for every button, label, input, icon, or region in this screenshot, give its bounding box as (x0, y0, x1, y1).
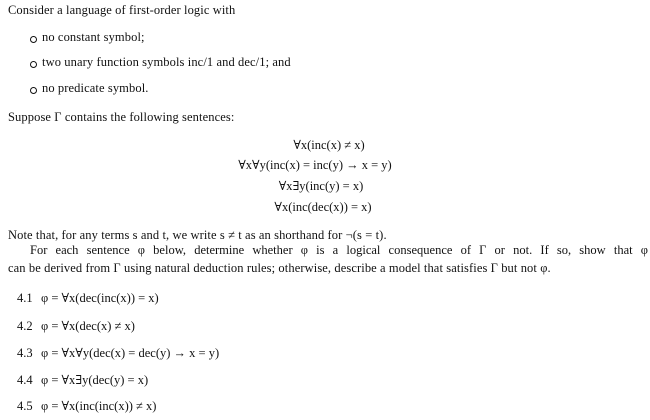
sentence-4: ∀x(inc(dec(x)) = x) (274, 200, 372, 214)
exercise-item-4-1 (17, 290, 159, 306)
intro-text: Consider a language of first-order logic with (8, 3, 236, 17)
exercise-item-4-4 (17, 372, 148, 388)
exercise-item-4-2 (17, 318, 135, 334)
item-formula: φ = ∀x∃y(dec(y) = x) (41, 373, 149, 387)
item-formula: φ = ∀x(dec(x) ≠ x) (41, 319, 135, 333)
task-line-2: can be derived from Γ using natural deduction rules; otherwise, describe a model that satisfies Γ but not φ. (8, 261, 551, 275)
item-formula: φ = ∀x∀y(dec(x) = dec(y) → x = y) (41, 346, 220, 360)
bullet-icon (30, 61, 37, 68)
item-formula: φ = ∀x(dec(inc(x)) = x) (41, 291, 159, 305)
note-text: Note that, for any terms s and t, we write s ≠ t as an shorthand for ¬(s = t). (8, 228, 387, 242)
bullet-item-3: no predicate symbol. (42, 81, 149, 95)
bullet-item-2: two unary function symbols inc/1 and dec/1; and (42, 55, 291, 69)
exercise-item-4-3 (17, 345, 219, 361)
item-number: 4.3 (17, 346, 33, 360)
bullet-icon (30, 36, 37, 43)
suppose-text: Suppose Γ contains the following sentences: (8, 110, 235, 124)
task-line-1: For each sentence φ below, determine whether φ is a logical consequence of Γ or not. If so, show that φ (30, 243, 648, 257)
bullet-item-1: no constant symbol; (42, 30, 145, 44)
item-number: 4.1 (17, 291, 33, 305)
sentence-3: ∀x∃y(inc(y) = x) (278, 179, 364, 193)
item-formula: φ = ∀x(inc(inc(x)) ≠ x) (41, 399, 157, 413)
item-number: 4.4 (17, 373, 33, 387)
bullet-icon (30, 87, 37, 94)
item-number: 4.5 (17, 399, 33, 413)
sentence-2: ∀x∀y(inc(x) = inc(y) → x = y) (238, 158, 392, 172)
exercise-item-4-5 (17, 398, 156, 414)
sentence-1: ∀x(inc(x) ≠ x) (293, 138, 365, 152)
item-number: 4.2 (17, 319, 33, 333)
